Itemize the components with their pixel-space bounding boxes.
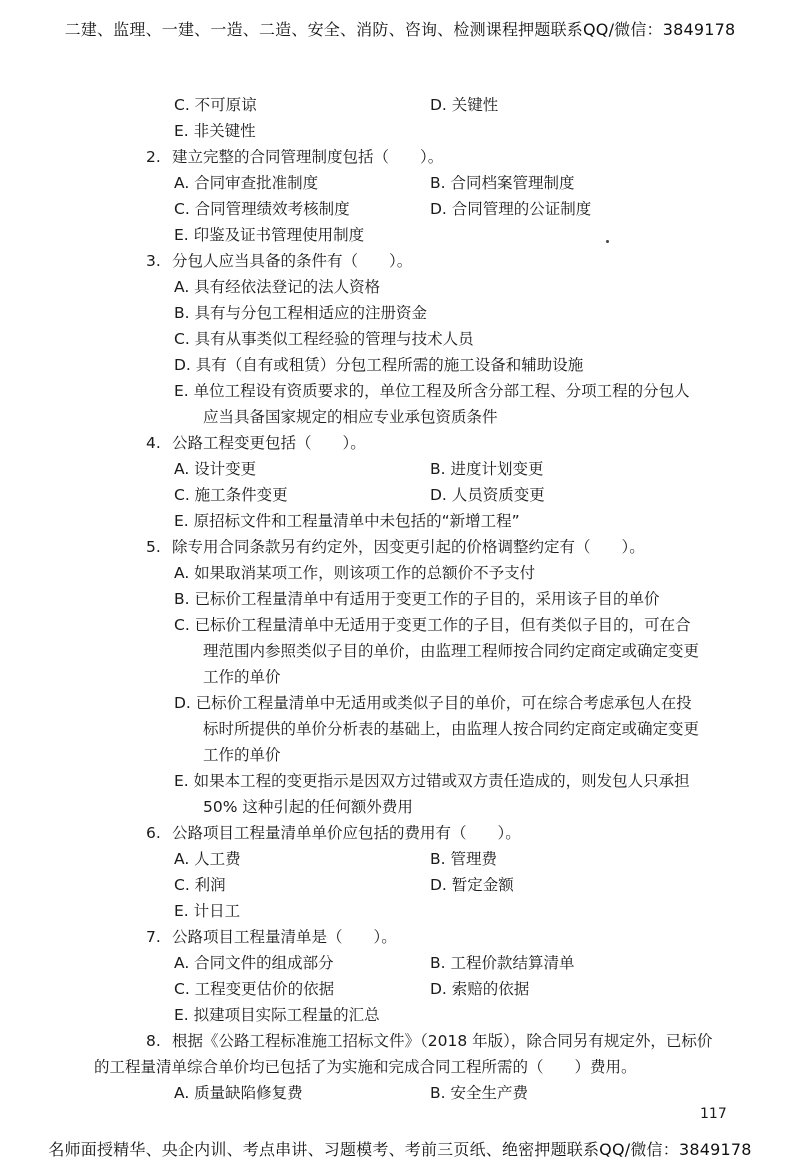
option-d: D. 已标价工程量清单中无适用或类似子目的单价，可在综合考虑承包人在投: [174, 694, 692, 712]
option-a: A. 合同文件的组成部分: [174, 954, 334, 972]
option-row: [0, 92, 800, 118]
question-number: 2.: [146, 148, 161, 166]
option-c: C. 已标价工程量清单中无适用于变更工作的子目，但有类似子目的，可在合: [174, 616, 691, 634]
question-stem: 建立完整的合同管理制度包括（ ）。: [172, 148, 444, 166]
option-c: C. 合同管理绩效考核制度: [174, 200, 350, 218]
question-stem: 分包人应当具备的条件有（ ）。: [172, 252, 413, 270]
question-number: 4.: [146, 434, 161, 452]
option-b: B. 进度计划变更: [430, 460, 544, 478]
option-d: D. 人员资质变更: [430, 486, 545, 504]
question-7: [0, 924, 800, 950]
option-row: [0, 118, 800, 144]
question-stem: 公路项目工程量清单单价应包括的费用有（ ）。: [172, 824, 521, 842]
option-e: E. 计日工: [174, 902, 241, 920]
option-d: D. 合同管理的公证制度: [430, 200, 592, 218]
option-row: [0, 196, 800, 222]
option-e: E. 如果本工程的变更指示是因双方过错或双方责任造成的，则发包人只承担: [174, 772, 690, 790]
option-e: E. 非关键性: [174, 122, 256, 140]
option-a: A. 如果取消某项工作，则该项工作的总额价不予支付: [174, 564, 536, 582]
option-c: C. 施工条件变更: [174, 486, 288, 504]
question-number: 5.: [146, 538, 161, 556]
option-a: A. 质量缺陷修复费: [174, 1084, 303, 1102]
option-d-continued: 工作的单价: [203, 746, 281, 764]
option-d: D. 关键性: [430, 96, 499, 114]
question-2: [0, 144, 800, 170]
footer-banner: 名师面授精华、央企内训、考点串讲、习题模考、考前三页纸、绝密押题联系QQ/微信：3849178: [48, 1140, 752, 1159]
option-a: A. 人工费: [174, 850, 241, 868]
option-d: D. 具有（自有或租赁）分包工程所需的施工设备和辅助设施: [174, 356, 584, 374]
option-row: [0, 872, 800, 898]
option-row: [0, 976, 800, 1002]
option-row: [0, 482, 800, 508]
header-banner: 二建、监理、一建、一造、二造、安全、消防、咨询、检测课程押题联系QQ/微信：3849178: [64, 20, 736, 39]
option-d: D. 暂定金额: [430, 876, 514, 894]
option-b: B. 合同档案管理制度: [430, 174, 575, 192]
option-e-continued: 50% 这种引起的任何额外费用: [203, 798, 413, 816]
option-c: C. 不可原谅: [174, 96, 257, 114]
question-stem: 除专用合同条款另有约定外，因变更引起的价格调整约定有（ ）。: [172, 538, 645, 556]
question-stem: 公路项目工程量清单是（ ）。: [172, 928, 397, 946]
option-row: [0, 950, 800, 976]
option-e: E. 印鉴及证书管理使用制度: [174, 226, 365, 244]
option-c: C. 具有从事类似工程经验的管理与技术人员: [174, 330, 474, 348]
question-stem: 公路工程变更包括（ ）。: [172, 434, 366, 452]
question-3: [0, 248, 800, 274]
option-d-continued: 标时所提供的单价分析表的基础上，由监理人按合同约定商定或确定变更: [203, 720, 700, 738]
option-row: [0, 846, 800, 872]
question-8: [0, 1028, 800, 1054]
option-row: [0, 170, 800, 196]
question-number: 8.: [146, 1032, 161, 1050]
option-d: D. 索赔的依据: [430, 980, 530, 998]
option-c: C. 利润: [174, 876, 226, 894]
question-6: [0, 820, 800, 846]
option-row: [0, 1080, 800, 1106]
option-e: E. 原招标文件和工程量清单中未包括的“新增工程”: [174, 512, 520, 530]
option-b: B. 管理费: [430, 850, 497, 868]
option-a: A. 设计变更: [174, 460, 257, 478]
option-c-continued: 工作的单价: [203, 668, 281, 686]
option-row: [0, 456, 800, 482]
option-e: E. 单位工程设有资质要求的，单位工程及所含分部工程、分项工程的分包人: [174, 382, 690, 400]
question-5: [0, 534, 800, 560]
question-number: 3.: [146, 252, 161, 270]
question-number: 7.: [146, 928, 161, 946]
option-e: E. 拟建项目实际工程量的汇总: [174, 1006, 380, 1024]
option-e-continued: 应当具备国家规定的相应专业承包资质条件: [203, 408, 498, 426]
option-b: B. 安全生产费: [430, 1084, 528, 1102]
option-a: A. 合同审查批准制度: [174, 174, 319, 192]
question-number: 6.: [146, 824, 161, 842]
question-stem-continued: 的工程量清单综合单价均已包括了为实施和完成合同工程所需的（ ）费用。: [94, 1058, 637, 1076]
option-c: C. 工程变更估价的依据: [174, 980, 335, 998]
option-c-continued: 理范围内参照类似子目的单价，由监理工程师按合同约定商定或确定变更: [203, 642, 700, 660]
question-stem: 根据《公路工程标准施工招标文件》（2018 年版），除合同另有规定外，已标价: [172, 1032, 713, 1050]
option-b: B. 具有与分包工程相适应的注册资金: [174, 304, 427, 322]
option-a: A. 具有经依法登记的法人资格: [174, 278, 381, 296]
exam-page-content: [0, 92, 800, 1106]
option-row: [0, 222, 800, 248]
option-b: B. 工程价款结算清单: [430, 954, 575, 972]
question-4: [0, 430, 800, 456]
option-b: B. 已标价工程量清单中有适用于变更工作的子目的，采用该子目的单价: [174, 590, 660, 608]
page-number: 117: [700, 1106, 727, 1122]
